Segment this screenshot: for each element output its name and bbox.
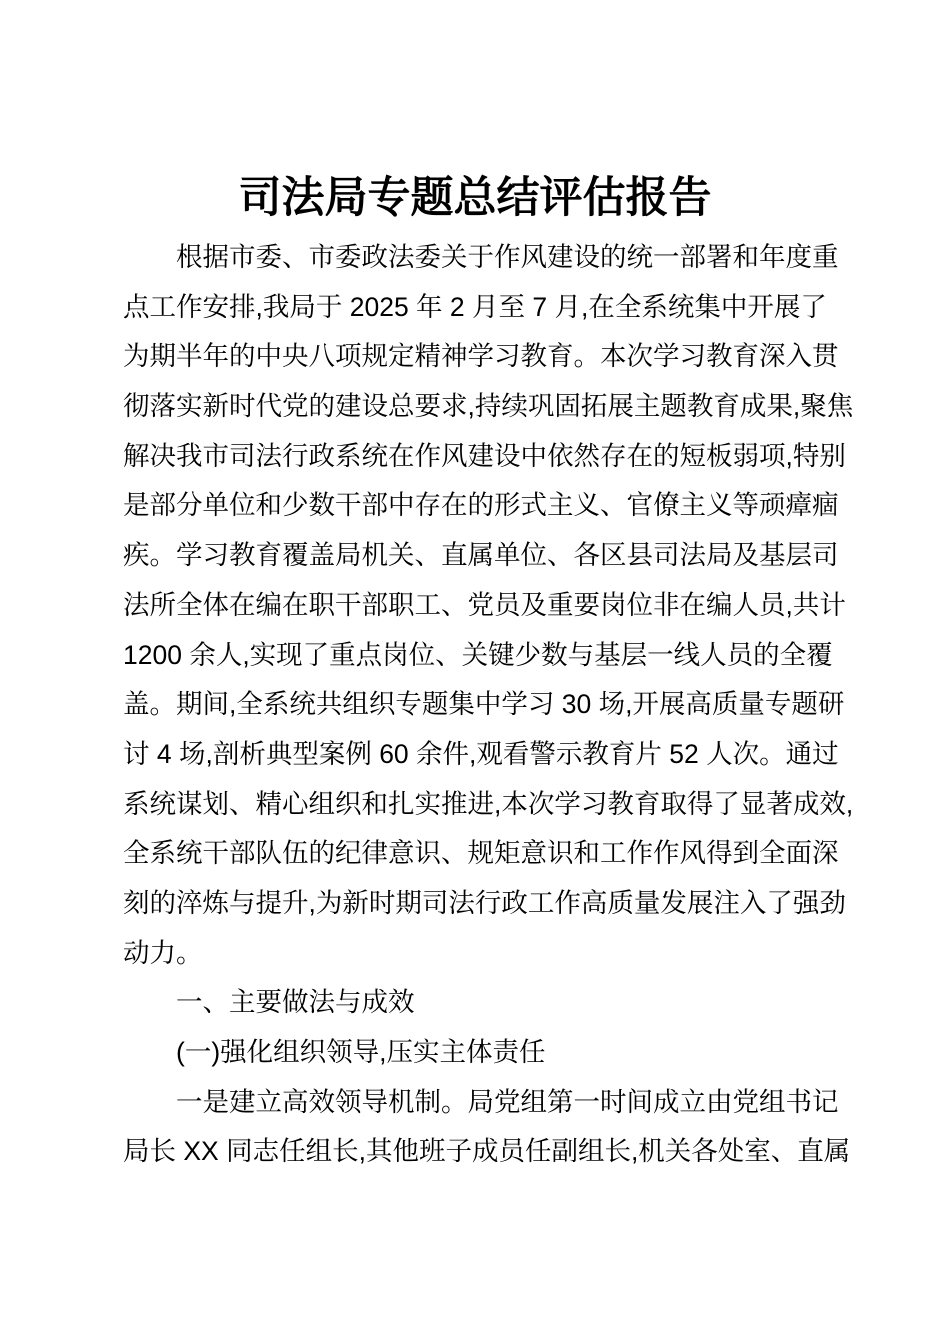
text-line: 解决我市司法行政系统在作风建设中依然存在的短板弱项,特别 — [123, 440, 846, 471]
text-line: 局长 XX 同志任组长,其他班子成员任副组长,机关各处室、直属 — [123, 1136, 851, 1167]
text-line: 1200 余人,实现了重点岗位、关键少数与基层一线人员的全覆 — [123, 639, 833, 670]
text-line: 一是建立高效领导机制。局党组第一时间成立由党组书记 — [176, 1086, 839, 1117]
text-line: 刻的淬炼与提升,为新时期司法行政工作高质量发展注入了强劲 — [123, 887, 846, 918]
text-line: 疾。学习教育覆盖局机关、直属单位、各区县司法局及基层司 — [123, 540, 839, 571]
subsection-heading-line: (一)强化组织领导,压实主体责任 — [176, 1037, 546, 1067]
text-line: 是部分单位和少数干部中存在的形式主义、官僚主义等顽瘴痼 — [123, 490, 839, 521]
section-heading-line: 一、主要做法与成效 — [176, 987, 415, 1018]
text-line: 动力。 — [123, 937, 203, 968]
text-line: 点工作安排,我局于 2025 年 2 月至 7 月,在全系统集中开展了 — [123, 291, 827, 322]
document-title: 司法局专题总结评估报告 — [238, 175, 712, 222]
text-line: 盖。期间,全系统共组织专题集中学习 30 场,开展高质量专题研 — [123, 689, 845, 720]
text-line: 法所全体在编在职干部职工、党员及重要岗位非在编人员,共计 — [123, 589, 846, 620]
text-line: 根据市委、市委政法委关于作风建设的统一部署和年度重 — [176, 242, 839, 272]
text-line: 为期半年的中央八项规定精神学习教育。本次学习教育深入贯 — [123, 341, 839, 372]
text-line: 全系统干部队伍的纪律意识、规矩意识和工作作风得到全面深 — [123, 838, 839, 869]
text-line: 系统谋划、精心组织和扎实推进,本次学习教育取得了显著成效, — [123, 788, 854, 819]
text-line: 彻落实新时代党的建设总要求,持续巩固拓展主题教育成果,聚焦 — [123, 391, 854, 422]
text-line: 讨 4 场,剖析典型案例 60 余件,观看警示教育片 52 人次。通过 — [123, 738, 839, 769]
document-body — [123, 233, 854, 1177]
